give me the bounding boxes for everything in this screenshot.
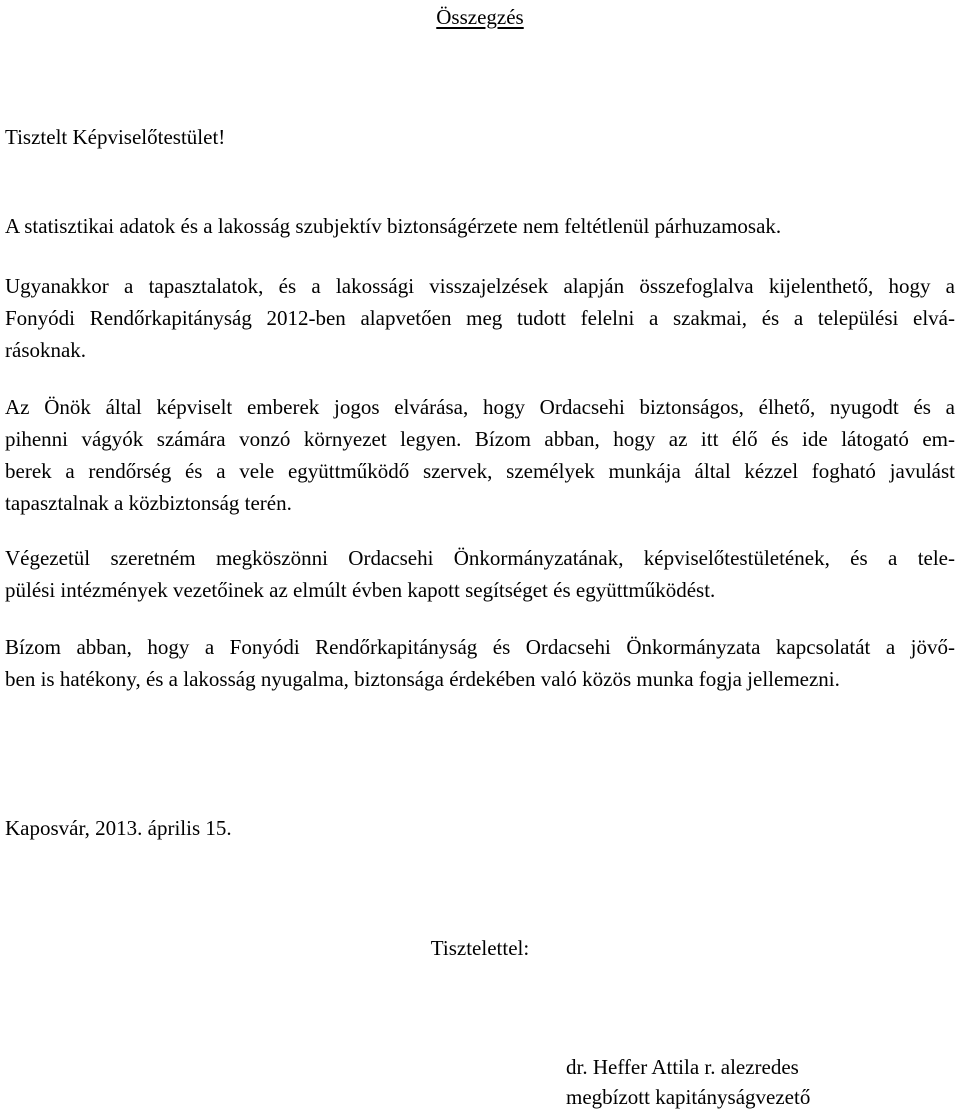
paragraph-line: pihenni vágyók számára vonzó környezet legyen. Bízom abban, hogy az itt élő és ide látogató em- (5, 427, 955, 451)
paragraph-line: A statisztikai adatok és a lakosság szubjektív biztonságérzete nem feltétlenül párhuzamosak. (5, 214, 782, 238)
signature-block (566, 1052, 810, 1112)
paragraph-line: ben is hatékony, és a lakosság nyugalma, biztonsága érdekében való közös munka fogja jellemezni. (5, 667, 840, 691)
place-and-date: Kaposvár, 2013. április 15. (5, 816, 232, 840)
paragraph-line: pülési intézmények vezetőinek az elmúlt évben kapott segítséget és együttműködést. (5, 578, 716, 602)
signatory-name: dr. Heffer Attila r. alezredes (566, 1055, 799, 1079)
paragraph-expectations (5, 391, 955, 519)
document-title: Összegzés (436, 5, 524, 29)
paragraph-statistics (5, 210, 955, 242)
paragraph-line: Fonyódi Rendőrkapitányság 2012-ben alapvetően meg tudott felelni a szakmai, és a települési elvá- (5, 306, 955, 330)
paragraph-line: Bízom abban, hogy a Fonyódi Rendőrkapitányság és Ordacsehi Önkormányzata kapcsolatát a jövő- (5, 635, 955, 659)
paragraph-line: Az Önök által képviselt emberek jogos elvárása, hogy Ordacsehi biztonságos, élhető, nyugodt és a (5, 395, 955, 419)
signatory-position: megbízott kapitányságvezető (566, 1085, 811, 1109)
paragraph-line: rásoknak. (5, 338, 87, 362)
closing-salutation: Tisztelettel: (430, 936, 530, 960)
paragraph-thanks (5, 542, 955, 606)
paragraph-line: berek a rendőrség és a vele együttműködő szervek, személyek munkája által kézzel fogható javulást (5, 459, 955, 483)
paragraph-line: Ugyanakkor a tapasztalatok, és a lakossági visszajelzések alapján összefoglalva kijelenthető, hogy a (5, 274, 955, 298)
paragraph-line: tapasztalnak a közbiztonság terén. (5, 491, 292, 515)
paragraph-line: Végezetül szeretném megköszönni Ordacsehi Önkormányzatának, képviselőtestületének, és a tele- (5, 546, 955, 570)
paragraph-feedback (5, 270, 955, 366)
greeting: Tisztelt Képviselőtestület! (5, 125, 226, 149)
paragraph-future (5, 631, 955, 695)
